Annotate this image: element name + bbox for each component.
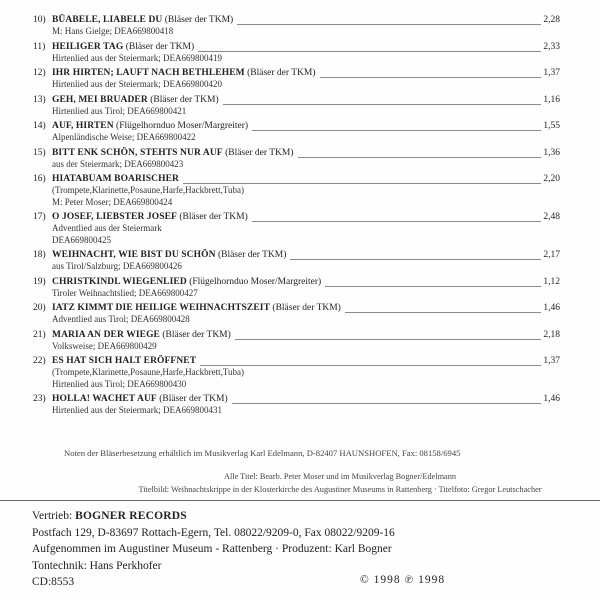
track-performer: (Bläser der TKM) — [164, 15, 234, 25]
track-item — [0, 211, 560, 246]
track-title: MARIA AN DER WIEGE — [52, 329, 160, 340]
track-title: O JOSEF, LIEBSTER JOSEF — [52, 212, 177, 222]
track-item — [0, 276, 560, 300]
track-performer: (Bläser der TKM) — [159, 394, 228, 404]
distribution-prefix: Vertrieb: — [32, 510, 76, 522]
track-item — [0, 94, 560, 118]
track-info-line: (Trompete,Klarinette,Posaune,Harfe,Hackbrett,Tuba) — [52, 367, 245, 377]
track-info-line: Volksweise; DEA669800429 — [52, 340, 157, 351]
track-duration: 2,33 — [543, 41, 560, 52]
track-duration: 1,37 — [543, 356, 560, 366]
track-duration: 1,46 — [543, 394, 560, 404]
track-heading — [52, 211, 560, 223]
track-duration: 1,55 — [543, 121, 560, 131]
track-info-line: Adventlied aus der Steiermark — [52, 223, 162, 233]
track-info-line: DEA669800425 — [52, 234, 111, 245]
track-performer: (Bläser der TKM) — [150, 94, 219, 105]
track-number: 10) — [33, 15, 46, 25]
track-item — [0, 14, 560, 38]
track-title: BÜABELE, LIABELE DU — [52, 15, 163, 25]
track-number: 13) — [33, 94, 46, 105]
track-number: 22) — [33, 356, 46, 366]
track-title: GEH, MEI BRUADER — [52, 94, 148, 105]
track-heading — [52, 14, 560, 26]
track-performer: (Bläser der TKM) — [125, 41, 195, 52]
track-info-line: aus der Steiermark; DEA669800423 — [52, 158, 184, 169]
track-info-line: Hirtenlied aus Tirol; DEA669800430 — [52, 378, 187, 389]
track-performer: (Flügelhornduo Moser/Margreiter) — [189, 276, 322, 287]
track-number: 14) — [33, 121, 46, 131]
divider — [0, 500, 600, 501]
track-performer: (Bläser der TKM) — [179, 212, 248, 222]
track-heading — [52, 67, 560, 79]
track-info-line: Hirtenlied aus der Steiermark; DEA669800431 — [52, 405, 222, 415]
track-info-line: M: Hans Gielge; DEA669800418 — [52, 26, 174, 36]
track-number: 21) — [33, 329, 46, 340]
address-line: Postfach 129, D-83697 Rottach-Egern, Tel. 08022/9209-0, Fax 08022/9209-16 — [32, 526, 395, 539]
track-duration: 1,37 — [543, 68, 560, 78]
track-duration: 2,28 — [543, 15, 560, 25]
track-performer: (Flügelhornduo Moser/Margreiter) — [116, 121, 249, 131]
track-duration: 1,16 — [543, 94, 560, 105]
sheet-music-note: Noten der Bläserbesetzung erhältlich im Musikverlag Karl Edelmann, D-82407 HAUNSHOFEN, Fax: 08158/6945 — [64, 448, 461, 458]
track-title: CHRISTKINDL WIEGENLIED — [52, 276, 187, 287]
track-heading — [52, 147, 560, 159]
track-item — [0, 302, 560, 326]
track-duration: 1,46 — [543, 303, 560, 313]
track-number: 12) — [33, 68, 46, 78]
track-heading — [52, 355, 560, 367]
track-title: HEILIGER TAG — [52, 41, 124, 52]
copyright-notice: © 1998 ℗ 1998 — [360, 574, 446, 586]
track-info-line: Hirtenlied aus Tirol; DEA669800421 — [52, 105, 187, 116]
track-title: AUF, HIRTEN — [52, 121, 114, 131]
track-number: 11) — [33, 41, 46, 52]
catalog-number: CD:8553 — [32, 576, 75, 588]
track-title: IHR HIRTEN; LAUFT NACH BETHLEHEM — [52, 68, 245, 78]
track-info-line: M: Peter Moser; DEA669800424 — [52, 196, 173, 207]
track-info-line: Tiroler Weihnachtslied; DEA669800427 — [52, 287, 198, 298]
track-performer: (Bläser der TKM) — [272, 303, 341, 313]
recording-line: Aufgenommen im Augustiner Museum - Rattenberg · Produzent: Karl Bogner — [32, 543, 392, 555]
track-performer: (Bläser der TKM) — [162, 329, 231, 340]
track-heading — [52, 173, 560, 185]
track-heading — [52, 94, 560, 106]
track-duration: 1,36 — [543, 147, 560, 158]
track-title: ES HAT SICH HALT ERÖFFNET — [52, 356, 197, 366]
track-item — [0, 329, 560, 353]
track-heading — [52, 120, 560, 132]
track-heading — [52, 276, 560, 288]
track-duration: 2,17 — [543, 250, 560, 260]
track-number: 19) — [33, 276, 46, 287]
track-info-line: aus Tirol/Salzburg; DEA669800426 — [52, 261, 182, 271]
track-number: 18) — [33, 250, 46, 260]
track-title: HIATABUAM BOARISCHER — [52, 174, 180, 184]
track-title: IATZ KIMMT DIE HEILIGE WEIHNACHTSZEIT — [52, 303, 271, 313]
track-item — [0, 393, 560, 417]
track-title: BITT ENK SCHÖN, STEHTS NUR AUF — [52, 147, 223, 158]
track-duration: 2,20 — [543, 174, 560, 184]
track-number: 20) — [33, 303, 46, 313]
track-item — [0, 41, 560, 65]
track-heading — [52, 249, 560, 261]
track-item — [0, 249, 560, 273]
track-info-line: (Trompete,Klarinette,Posaune,Harfe,Hackbrett,Tuba) — [52, 185, 245, 195]
publisher-block — [32, 508, 395, 591]
track-heading — [52, 302, 560, 314]
track-title: HOLLA! WACHET AUF — [52, 394, 157, 404]
track-performer: (Bläser der TKM) — [217, 250, 287, 260]
track-duration: 2,18 — [543, 329, 560, 340]
track-item — [0, 355, 560, 390]
track-duration: 1,12 — [543, 276, 560, 287]
track-duration: 2,48 — [543, 212, 560, 222]
track-performer: (Bläser der TKM) — [247, 68, 316, 78]
track-list — [0, 14, 600, 420]
track-number: 16) — [33, 174, 46, 184]
track-item — [0, 67, 560, 91]
track-heading — [52, 329, 560, 341]
track-number: 17) — [33, 212, 46, 222]
track-item — [0, 147, 560, 171]
track-item — [0, 120, 560, 144]
cover-credit: Titelbild: Weihnachtskrippe in der Klosterkirche des Augustiner Museums in Rattenberg · Titelfoto: Gregor Leutschacher — [138, 485, 542, 494]
track-heading — [52, 41, 560, 53]
distribution-line — [32, 508, 395, 525]
track-number: 15) — [33, 147, 46, 158]
track-title: WEIHNACHT, WIE BIST DU SCHÖN — [52, 250, 216, 260]
track-info-line: Hirtenlied aus der Steiermark; DEA669800419 — [52, 52, 222, 63]
track-info-line: Hirtenlied aus der Steiermark; DEA669800420 — [52, 79, 222, 89]
engineer-line: Tontechnik: Hans Perkhofer — [32, 559, 162, 572]
arrangement-credit: Alle Titel: Bearb. Peter Moser und im Musikverlag Bogner/Edelmann — [223, 472, 457, 481]
track-heading — [52, 393, 560, 405]
label-name: BOGNER RECORDS — [75, 510, 187, 522]
track-info-line: Alpenländische Weise; DEA669800422 — [52, 132, 196, 142]
track-info-line: Adventlied aus Tirol; DEA669800428 — [52, 314, 190, 324]
track-item — [0, 173, 560, 208]
track-performer: (Bläser der TKM) — [225, 147, 294, 158]
track-number: 23) — [33, 394, 46, 404]
